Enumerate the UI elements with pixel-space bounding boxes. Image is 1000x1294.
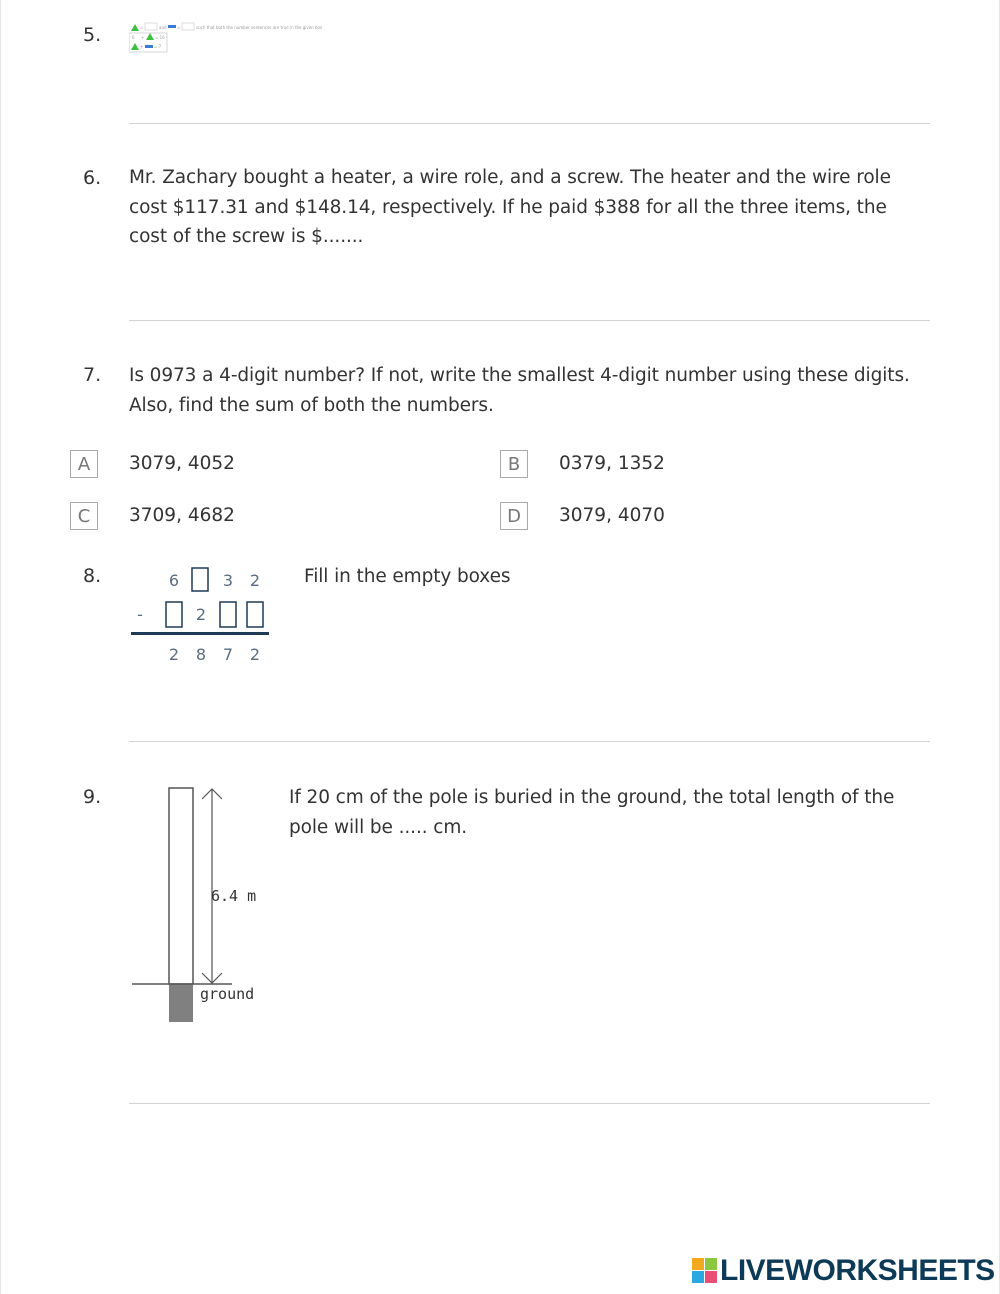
digit-mid-2: 2 (195, 605, 207, 624)
digit-top-4: 2 (249, 571, 261, 590)
divider (129, 123, 930, 124)
liveworksheets-logo[interactable] (692, 1254, 995, 1288)
ground-label: ground (200, 985, 255, 1003)
svg-text:+: + (141, 35, 145, 40)
question-7-text: Is 0973 a 4-digit number? If not, write the smallest 4-digit number using these digits. Also, find the sum of both the numbers. (129, 365, 910, 416)
question-6-number: 6. (83, 167, 102, 189)
question-5-number: 5. (83, 24, 102, 46)
option-b-box[interactable]: B (500, 450, 528, 478)
option-a-text[interactable]: 3079, 4052 (129, 453, 235, 474)
option-a-box[interactable]: A (70, 450, 98, 478)
digit-result-4: 2 (249, 645, 261, 664)
answer-box-triangle (145, 23, 157, 30)
svg-text:+: + (140, 44, 144, 49)
option-d-box[interactable]: D (500, 502, 528, 530)
option-d-text[interactable]: 3079, 4070 (559, 505, 665, 526)
empty-box-mid-1 (166, 602, 182, 627)
minus-sign: - (137, 605, 143, 624)
q5-instruction: such that both the number sentences are true in the given box (196, 25, 323, 30)
option-c-box[interactable]: C (70, 502, 98, 530)
q5-eq1: = 16 (155, 35, 165, 40)
svg-text:=: = (140, 25, 144, 30)
digit-top-3: 3 (222, 571, 234, 590)
logo-text: LIVEWORKSHEETS (720, 1254, 995, 1287)
triangle-icon (131, 24, 139, 31)
digit-result-1: 2 (168, 645, 180, 664)
empty-box-top-2 (192, 568, 208, 591)
divider (129, 1103, 930, 1104)
divider (129, 741, 930, 742)
pole-diagram (130, 785, 270, 1025)
rectangle-icon (168, 25, 176, 28)
divider (129, 320, 930, 321)
option-c-text[interactable]: 3709, 4682 (129, 505, 235, 526)
pole (169, 788, 193, 984)
subtraction-figure (129, 564, 274, 674)
rectangle-icon (145, 45, 153, 48)
question-5-figure (129, 20, 329, 54)
buried-pole (169, 984, 193, 1022)
option-b-text[interactable]: 0379, 1352 (559, 453, 665, 474)
page-edge-left (0, 0, 1, 1294)
subtraction-line (131, 632, 269, 635)
svg-text:=: = (177, 25, 181, 30)
q5-value-a: 6 (132, 35, 135, 40)
empty-box-mid-3 (220, 602, 236, 627)
question-7-number: 7. (83, 364, 102, 386)
empty-box-mid-4 (247, 602, 263, 627)
answer-box-rectangle (182, 23, 194, 30)
question-6-text: Mr. Zachary bought a heater, a wire role, and a screw. The heater and the wire role cost $117.31 and $148.14, respectively. If he paid $388 for all the three items, the cost of the screw is $....... (129, 167, 891, 247)
digit-result-3: 7 (222, 645, 234, 664)
digit-top-1: 6 (168, 571, 180, 590)
digit-result-2: 8 (195, 645, 207, 664)
q5-and: and (159, 25, 167, 30)
measure-label: 6.4 m (211, 887, 257, 905)
question-9-number: 9. (83, 786, 102, 808)
question-8-number: 8. (83, 565, 102, 587)
question-9-text: If 20 cm of the pole is buried in the ground, the total length of the pole will be ..... cm. (289, 787, 895, 838)
logo-icon (692, 1258, 718, 1284)
question-8-text: Fill in the empty boxes (304, 566, 511, 587)
q5-eq2: = 7 (154, 44, 162, 49)
